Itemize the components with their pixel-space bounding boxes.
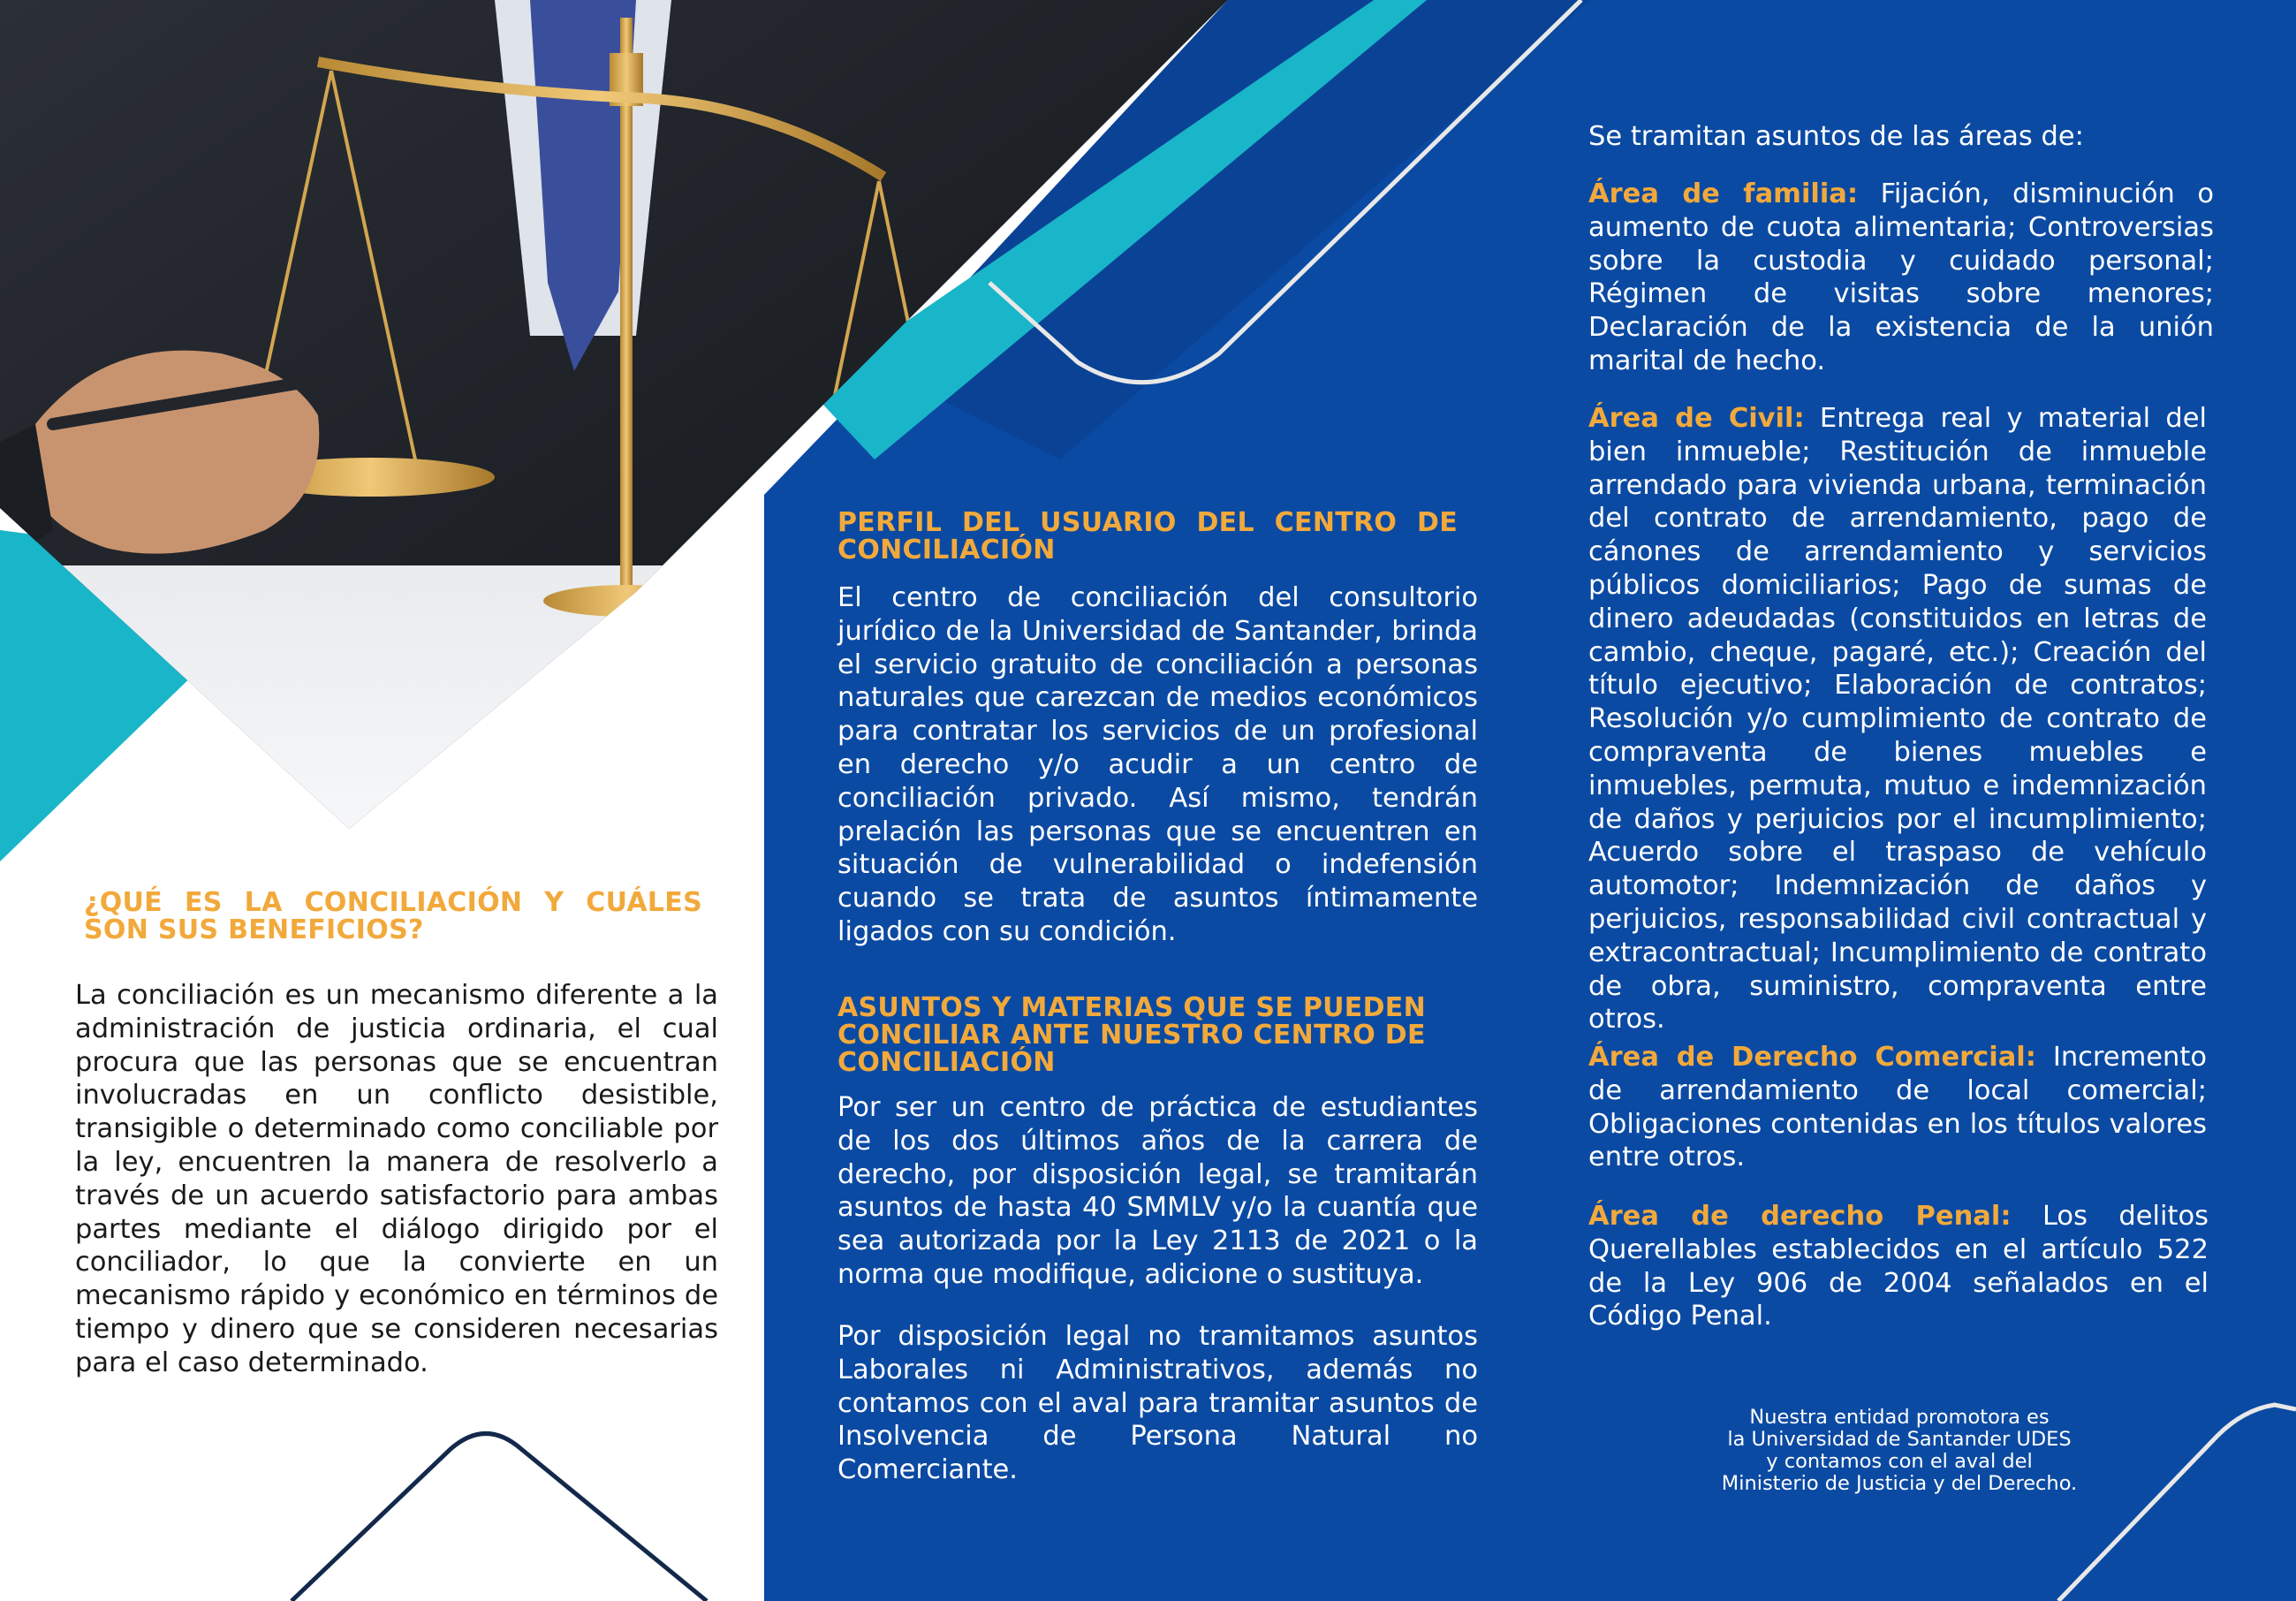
matters-body-1: Por ser un centro de práctica de estudiantes de los dos últimos años de la carrera de derecho, por disposición legal, se tramitarán asuntos de hasta 40 SMMLV y/o la cuantía que sea autorizada por la Ley 2113 de 2021 o la norma que modifique, adicione o sustituya. <box>837 1092 1478 1290</box>
footer-line: y contamos con el aval del <box>1766 1450 2033 1473</box>
area-commercial-text: Incremento de arrendamiento de local comercial; Obligaciones contenidas en los títulos valores entre otros. <box>1588 1042 2207 1173</box>
left-body: La conciliación es un mecanismo diferente a la administración de justicia ordinaria, el cual procura que las personas que se encuentran involucradas en un conflicto desistible, transigible o determinado como conciliable por la ley, encuentren la manera de resolverlo a través de un acuerdo satisfactorio para ambas partes mediante el diálogo dirigido por el conciliador, lo que la convierte en un mecanismo rápido y económico en términos de tiempo y dinero que se consideren necesarias para el caso determinado. <box>75 980 718 1378</box>
area-civil <box>1588 402 2207 1036</box>
decor-chevron-navy <box>292 1434 707 1601</box>
matters-body-2: Por disposición legal no tramitamos asuntos Laborales ni Administrativos, además no contamos con el aval para tramitar asuntos de Insolvencia de Persona Natural no Comerciante. <box>837 1321 1478 1486</box>
area-penal-text: Los delitos Querellables establecidos en el artículo 522 de la Ley 906 de 2004 señalados en el Código Penal. <box>1588 1201 2209 1332</box>
area-family-label: Área de familia: <box>1588 178 1859 209</box>
profile-body: El centro de conciliación del consultorio jurídico de la Universidad de Santander, brinda el servicio gratuito de conciliación a personas naturales que carezcan de medios económicos para contratar los servicios de un profesional en derecho y/o acudir a un centro de conciliación privado. Así mismo, tendrán prelación las personas que se encuentren en situación de vulnerabilidad o indefensión cuando se trata de asuntos íntimamente ligados con su condición. <box>837 582 1478 947</box>
profile-heading: PERFIL DEL USUARIO DEL CENTRO DE CONCILIACIÓN <box>837 507 1458 565</box>
area-family-text: Fijación, disminución o aumento de cuota alimentaria; Controversias sobre la custodia y cuidado personal; Régimen de visitas sobre menores; Declaración de la existencia de la unión marital de hecho. <box>1588 178 2214 376</box>
left-heading: ¿QUÉ ES LA CONCILIACIÓN Y CUÁLES SON SUS BENEFICIOS? <box>84 887 702 945</box>
footer-note <box>1643 1407 2156 1495</box>
area-commercial <box>1588 1041 2207 1174</box>
footer-line: Ministerio de Justicia y del Derecho. <box>1721 1472 2078 1495</box>
footer-line: Nuestra entidad promotora es <box>1749 1406 2050 1429</box>
area-penal-label: Área de derecho Penal: <box>1588 1201 2012 1232</box>
matters-heading: ASUNTOS Y MATERIAS QUE SE PUEDEN CONCILIAR ANTE NUESTRO CENTRO DE CONCILIACIÓN <box>837 992 1426 1078</box>
area-civil-label: Área de Civil: <box>1588 403 1805 434</box>
area-civil-text: Entrega real y material del bien inmueble; Restitución de inmueble arrendado para vivienda urbana, terminación del contrato de arrendamiento, pago de cánones de arrendamiento y servicios públicos domiciliarios; Pago de sumas de dinero adeudadas (constituidos en letras de cambio, cheque, pagaré, etc.); Creación del título ejecutivo; Elaboración de contratos; Resolución y/o cumplimiento de contrato de compraventa de bienes muebles e inmuebles, permuta, mutuo e indemnización de daños y perjuicios por el incumplimiento; Acuerdo sobre el traspaso de vehículo automotor; Indemnización de daños y perjuicios, responsabilidad civil contractual y extracontractual; Incumplimiento de contrato de obra, suministro, compraventa entre otros. <box>1588 403 2208 1036</box>
area-commercial-label: Área de Derecho Comercial: <box>1588 1042 2036 1073</box>
area-penal <box>1588 1200 2209 1333</box>
footer-line: la Universidad de Santander UDES <box>1727 1428 2072 1451</box>
areas-intro: Se tramitan asuntos de las áreas de: <box>1588 121 2084 152</box>
area-family <box>1588 178 2214 378</box>
